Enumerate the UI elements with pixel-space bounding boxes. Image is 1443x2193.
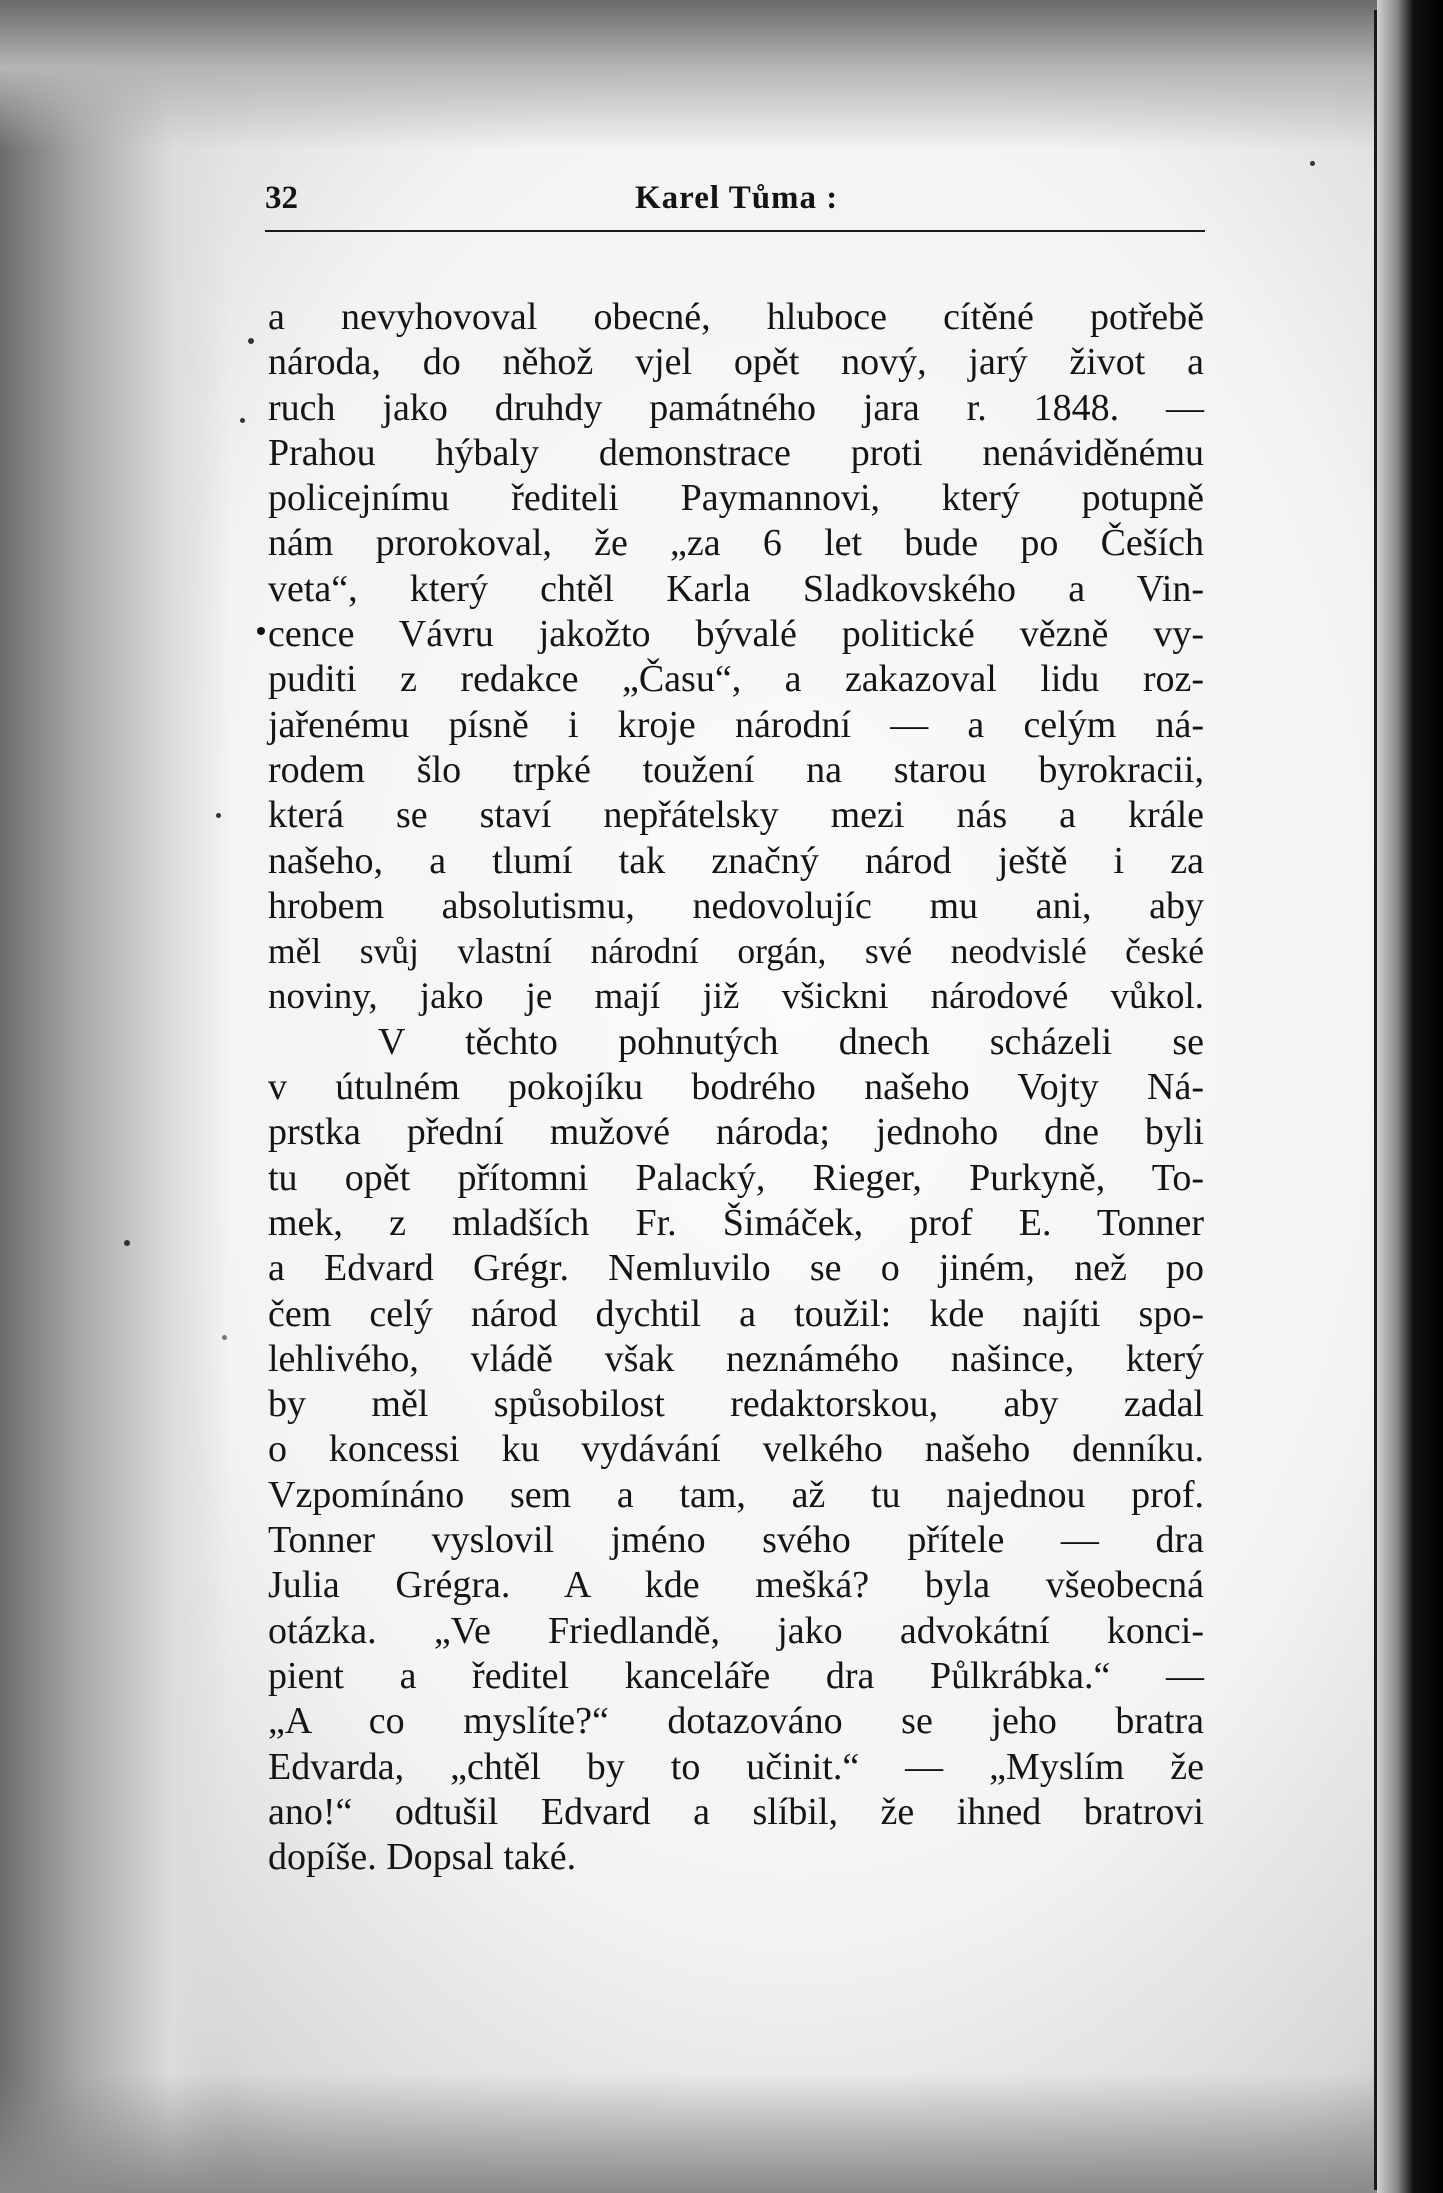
scan-speck <box>257 627 265 635</box>
scan-speck <box>216 813 221 818</box>
text-line: prstka přední mužové národa; jednoho dne byli <box>268 1111 1204 1154</box>
text-line: ano!“ odtušil Edvard a slíbil, že ihned bratrovi <box>268 1790 1204 1833</box>
text-line: Tonner vyslovil jméno svého přítele — dra <box>268 1519 1204 1562</box>
text-line: pient a ředitel kanceláře dra Půlkrábka.“ — <box>268 1654 1204 1697</box>
scan-speck <box>222 1335 227 1340</box>
text-line: by měl spůsobilost redaktorskou, aby zadal <box>268 1383 1204 1426</box>
text-line: ruch jako druhdy památného jara r. 1848. — <box>268 386 1204 429</box>
text-line: která se staví nepřátelsky mezi nás a krále <box>268 794 1204 837</box>
page-left-shadow <box>0 0 230 2193</box>
text-line: čem celý národ dychtil a toužil: kde najíti spo- <box>268 1292 1204 1335</box>
text-line: cence Vávru jakožto bývalé politické vězně vy- <box>268 613 1204 656</box>
text-line: puditi z redakce „Času“, a zakazoval lidu roz- <box>268 658 1204 701</box>
scan-speck <box>248 338 254 344</box>
text-line: dopíše. Dopsal také. <box>268 1836 577 1879</box>
text-line: a Edvard Grégr. Nemluvilo se o jiném, než po <box>268 1247 1204 1290</box>
scan-speck <box>240 418 245 423</box>
text-line: otázka. „Ve Friedlandě, jako advokátní konci- <box>268 1609 1204 1652</box>
text-line: tu opět přítomni Palacký, Rieger, Purkyně, To- <box>268 1156 1204 1199</box>
text-line: nám prorokoval, že „za 6 let bude po Češích <box>268 522 1204 565</box>
paragraph-first-line: V těchto pohnutých dnech scházeli se <box>378 1020 1204 1063</box>
text-line: noviny, jako je mají již všickni národové vůkol. <box>268 976 1204 1018</box>
text-line: rodem šlo trpké toužení na starou byrokracii, <box>268 748 1204 791</box>
text-line: v útulném pokojíku bodrého našeho Vojty Ná- <box>268 1066 1204 1109</box>
text-line: národa, do něhož vjel opět nový, jarý život a <box>268 341 1204 384</box>
page-right-edge <box>1377 0 1443 2193</box>
text-line: a nevyhovoval obecné, hluboce cítěné potřebě <box>268 296 1204 338</box>
text-line: Prahou hýbaly demonstrace proti nenáviděnému <box>268 431 1204 474</box>
text-line: měl svůj vlastní národní orgán, své neodvislé české <box>268 931 1204 972</box>
page-number: 32 <box>265 180 298 216</box>
text-line: lehlivého, vládě však neznámého našince, který <box>268 1337 1204 1380</box>
text-line: Edvarda, „chtěl by to učinit.“ — „Myslím že <box>268 1745 1204 1788</box>
header-rule <box>265 230 1205 232</box>
text-line: našeho, a tlumí tak značný národ ještě i za <box>268 839 1204 882</box>
text-line: o koncessi ku vydávání velkého našeho denníku. <box>268 1428 1204 1471</box>
scan-speck <box>124 1240 130 1246</box>
text-line: „A co myslíte?“ dotazováno se jeho bratra <box>268 1700 1204 1743</box>
text-line: veta“, který chtěl Karla Sladkovského a Vin- <box>268 567 1204 610</box>
text-line: policejnímu řediteli Paymannovi, který potupně <box>268 477 1204 520</box>
text-line: mek, z mladších Fr. Šimáček, prof E. Tonner <box>268 1201 1204 1244</box>
page-header <box>265 180 1205 228</box>
running-head: Karel Tůma : <box>635 180 839 216</box>
scan-speck <box>1310 161 1315 166</box>
text-line: hrobem absolutismu, nedovolujíc mu ani, aby <box>268 884 1204 927</box>
text-line: Vzpomínáno sem a tam, až tu najednou prof. <box>268 1473 1204 1516</box>
body-text <box>268 295 1204 1880</box>
page-bottom-shadow <box>0 2073 1443 2193</box>
text-line: Julia Grégra. A kde mešká? byla všeobecná <box>268 1564 1204 1607</box>
page-top-shadow <box>0 0 1443 150</box>
text-line: jařenému písně i kroje národní — a celým ná- <box>268 703 1204 746</box>
